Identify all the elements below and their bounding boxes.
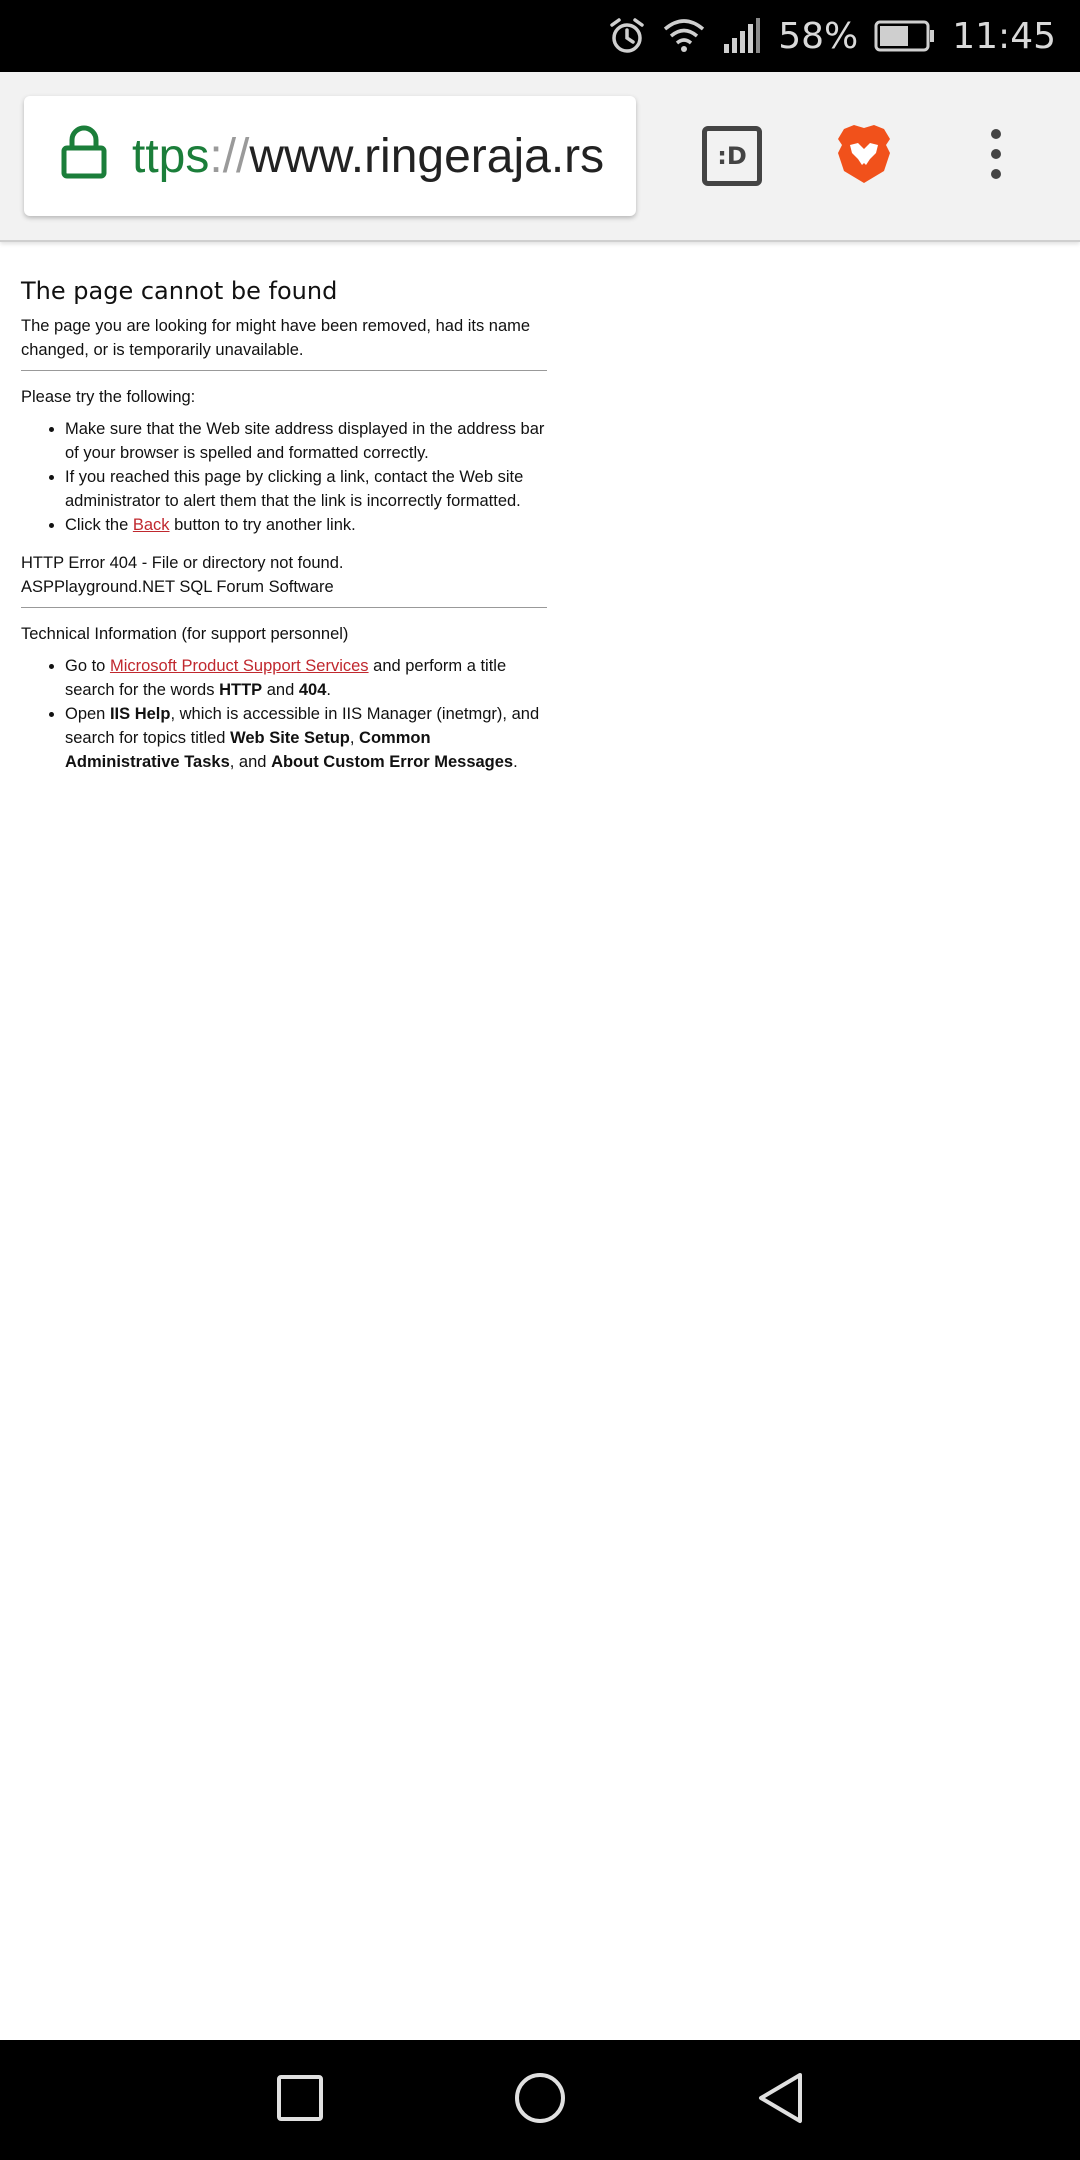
try-heading: Please try the following: <box>21 388 196 406</box>
alarm-icon <box>608 17 646 55</box>
browser-toolbar <box>0 72 1080 242</box>
tab-count-label: :D <box>702 126 762 186</box>
list-item: • If you reached this page by clicking a link, contact the Web site administrator to alert them that the link is incorrectly formatted. <box>65 465 547 513</box>
list-item: • Click the Back button to try another link. <box>65 513 547 537</box>
navigation-bar <box>0 2040 1080 2160</box>
intro-text: The page you are looking for might have been removed, had its name changed, or is temporarily unavailable. <box>21 317 531 359</box>
tech-list <box>21 654 547 774</box>
brave-lion-icon <box>836 123 892 189</box>
home-circle-icon <box>514 2072 566 2128</box>
home-button[interactable] <box>510 2070 570 2130</box>
brave-shields-button[interactable] <box>828 120 900 192</box>
back-link[interactable]: Back <box>132 516 170 534</box>
back-button[interactable] <box>750 2070 810 2130</box>
try-list <box>21 417 547 537</box>
list-item: • Open IIS Help, which is accessible in IIS Manager (inetmgr), and search for topics titled Web Site Setup, Common Administrative Tasks, and About Custom Error Messages. <box>65 702 547 774</box>
list-item: • Make sure that the Web site address displayed in the address bar of your browser is spelled and formatted correctly. <box>65 417 547 465</box>
url-host: www.ringeraja.rs <box>249 129 605 183</box>
divider <box>21 607 547 608</box>
status-bar <box>0 0 1080 72</box>
microsoft-support-link[interactable]: Microsoft Product Support Services <box>109 657 369 675</box>
tech-heading: Technical Information (for support personnel) <box>21 625 349 643</box>
overflow-menu-icon <box>989 128 1003 184</box>
wifi-icon <box>662 17 706 55</box>
overflow-menu-button[interactable] <box>960 120 1032 192</box>
status-icons <box>608 0 1056 72</box>
recents-square-icon <box>276 2074 324 2126</box>
software-line: ASPPlayground.NET SQL Forum Software <box>21 578 334 596</box>
url-text[interactable] <box>132 96 636 216</box>
lock-icon[interactable] <box>60 124 108 184</box>
url-separator: :// <box>209 129 250 183</box>
url-scheme: ttps <box>132 129 210 183</box>
page-title: The page cannot be found <box>21 277 338 305</box>
address-bar[interactable] <box>24 96 636 216</box>
clock: 11:45 <box>952 15 1056 57</box>
divider <box>21 370 547 371</box>
signal-icon <box>722 17 762 55</box>
battery-percent: 58% <box>778 15 859 57</box>
tab-switcher-button[interactable] <box>696 120 768 192</box>
error-page <box>21 268 547 788</box>
recents-button[interactable] <box>270 2070 330 2130</box>
battery-icon <box>874 19 936 53</box>
error-line: HTTP Error 404 - File or directory not found. <box>21 554 344 572</box>
list-item: • Go to Microsoft Product Support Services and perform a title search for the words HTTP and 404. <box>65 654 547 702</box>
back-triangle-icon <box>756 2072 804 2128</box>
